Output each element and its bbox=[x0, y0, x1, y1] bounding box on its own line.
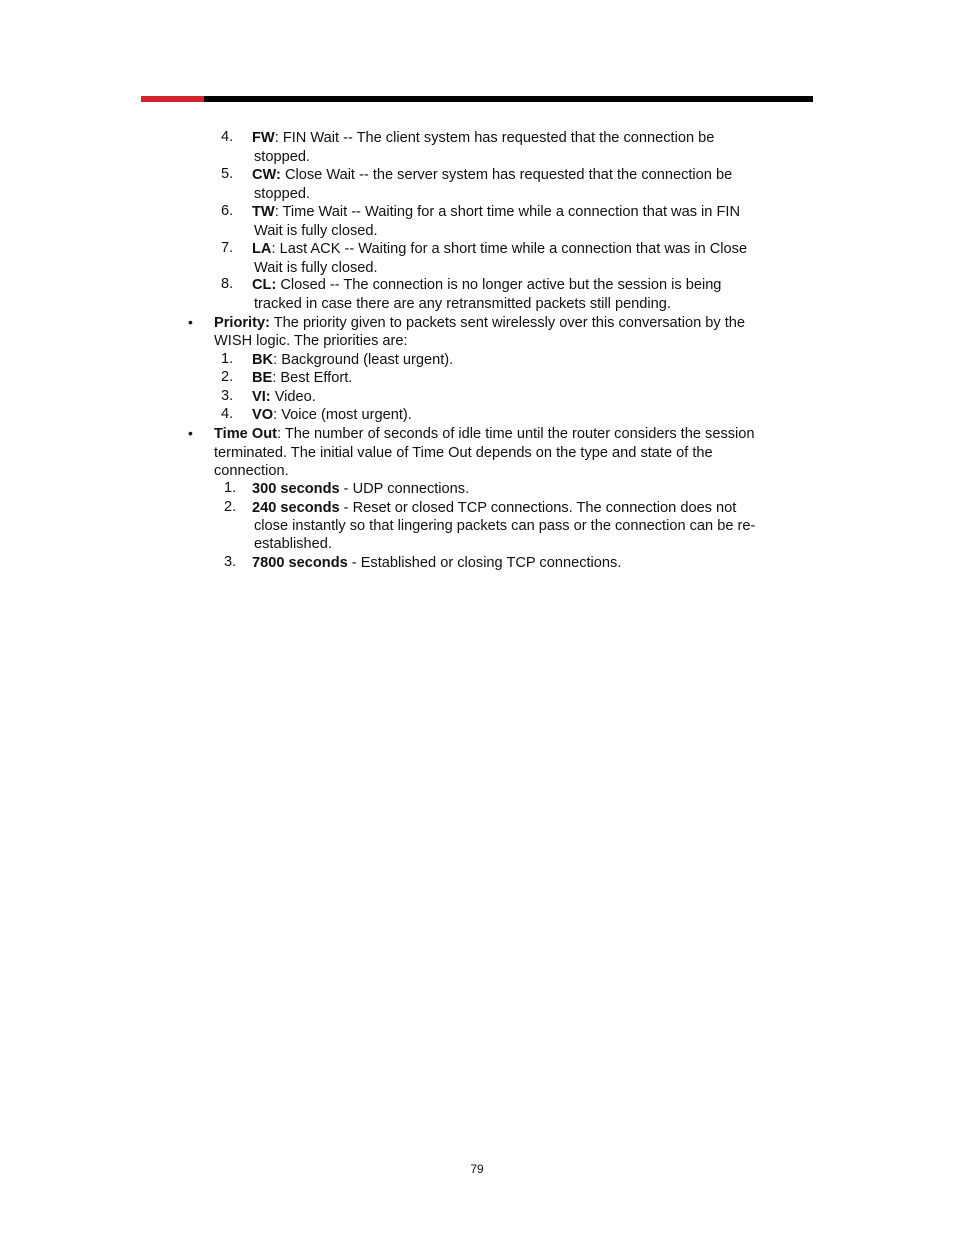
list-item: CL: Closed -- The connection is no longer active but the session is being bbox=[252, 277, 722, 293]
bullet-item-continuation: connection. bbox=[214, 463, 289, 479]
list-number: 1. bbox=[221, 351, 234, 367]
list-item-continuation: established. bbox=[254, 536, 332, 552]
list-item: 7800 seconds - Established or closing TCP connections. bbox=[252, 555, 622, 571]
list-item: 300 seconds - UDP connections. bbox=[252, 481, 470, 497]
list-term: 240 seconds bbox=[252, 500, 340, 516]
list-term: 7800 seconds bbox=[252, 555, 348, 571]
bullet-item: Priority: The priority given to packets sent wirelessly over this conversation by the bbox=[214, 315, 746, 331]
list-term: TW bbox=[252, 204, 275, 220]
list-item-continuation: Wait is fully closed. bbox=[254, 223, 378, 239]
list-item: CW: Close Wait -- the server system has requested that the connection be bbox=[252, 167, 733, 183]
list-term: CW: bbox=[252, 167, 281, 183]
list-term: VI: bbox=[252, 389, 271, 405]
header-rule-black-segment bbox=[204, 96, 813, 102]
list-item-continuation: close instantly so that lingering packets can pass or the connection can be re- bbox=[254, 518, 756, 534]
list-item-continuation: Wait is fully closed. bbox=[254, 260, 378, 276]
list-item: LA: Last ACK -- Waiting for a short time while a connection that was in Close bbox=[252, 241, 748, 257]
bullet-term: Priority: bbox=[214, 315, 270, 331]
header-rule bbox=[141, 96, 813, 102]
list-term: CL: bbox=[252, 277, 277, 293]
list-number: 2. bbox=[221, 369, 234, 385]
bullet-icon: • bbox=[188, 425, 193, 441]
list-item-continuation: tracked in case there are any retransmitted packets still pending. bbox=[254, 296, 671, 312]
list-item: VI: Video. bbox=[252, 389, 316, 405]
list-item-continuation: stopped. bbox=[254, 149, 310, 165]
bullet-icon: • bbox=[188, 314, 193, 330]
list-number: 8. bbox=[221, 276, 234, 292]
list-term: FW bbox=[252, 130, 275, 146]
header-rule-red-segment bbox=[141, 96, 204, 102]
bullet-item: Time Out: The number of seconds of idle time until the router considers the session bbox=[214, 426, 755, 442]
list-item: 240 seconds - Reset or closed TCP connections. The connection does not bbox=[252, 500, 737, 516]
list-number: 2. bbox=[224, 499, 237, 515]
list-number: 4. bbox=[221, 129, 234, 145]
list-term: 300 seconds bbox=[252, 481, 340, 497]
list-number: 1. bbox=[224, 480, 237, 496]
list-term: BK bbox=[252, 352, 274, 368]
list-number: 7. bbox=[221, 240, 234, 256]
list-number: 3. bbox=[221, 388, 234, 404]
list-item: BK: Background (least urgent). bbox=[252, 352, 454, 368]
list-item-continuation: stopped. bbox=[254, 186, 310, 202]
list-item: VO: Voice (most urgent). bbox=[252, 407, 412, 423]
list-item: BE: Best Effort. bbox=[252, 370, 353, 386]
bullet-item-continuation: terminated. The initial value of Time Out depends on the type and state of the bbox=[214, 445, 713, 461]
list-number: 6. bbox=[221, 203, 234, 219]
list-number: 5. bbox=[221, 166, 234, 182]
list-item: FW: FIN Wait -- The client system has requested that the connection be bbox=[252, 130, 715, 146]
bullet-term: Time Out bbox=[214, 426, 277, 442]
bullet-item-continuation: WISH logic. The priorities are: bbox=[214, 333, 408, 349]
list-number: 4. bbox=[221, 406, 234, 422]
page-number: 79 bbox=[470, 1162, 484, 1176]
list-term: LA bbox=[252, 241, 272, 257]
list-term: BE bbox=[252, 370, 273, 386]
list-item: TW: Time Wait -- Waiting for a short time while a connection that was in FIN bbox=[252, 204, 740, 220]
list-number: 3. bbox=[224, 554, 237, 570]
list-term: VO bbox=[252, 407, 274, 423]
